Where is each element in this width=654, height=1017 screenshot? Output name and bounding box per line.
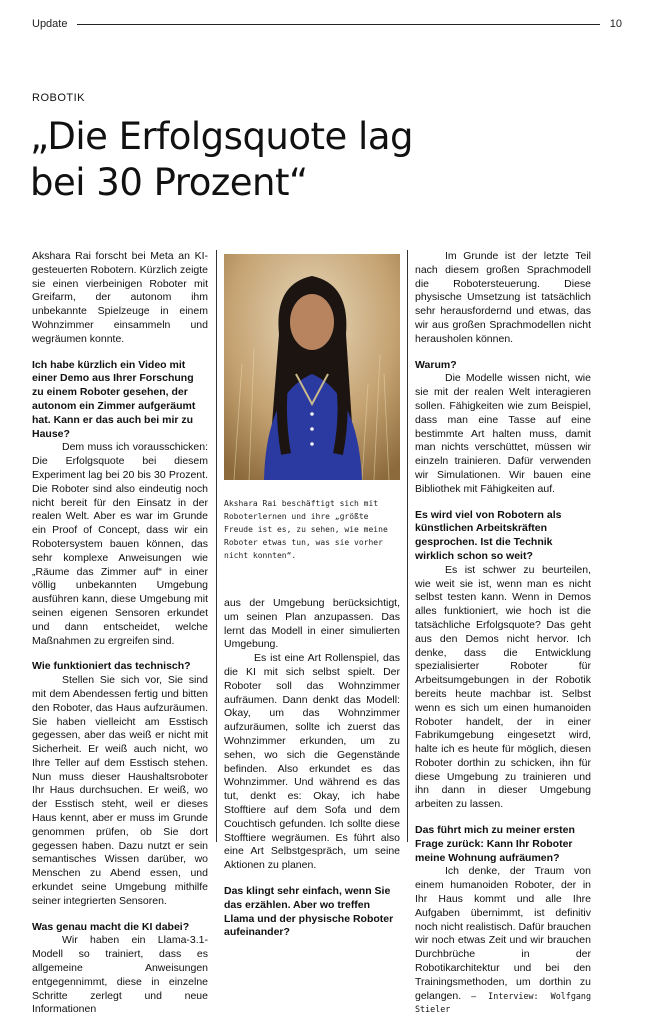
question-2: Wie funktioniert das technisch? [32,660,191,673]
photo-caption: Akshara Rai beschäftigt sich mit Roboterlernen und ihre „größte Freude ist es, zu sehen, wie meine Roboter etwas tun, was sie vorher nicht konnten“. [224,499,388,560]
intro-paragraph: Akshara Rai forscht bei Meta an KI-gesteuerten Robotern. Kürzlich zeigte sie einen vierbeinigen Roboter mit Greifarm, der autonom ihm unbekannte Spielzeuge in einem Wohnzimmer einsammeln und wegräumen konnte. [32,250,208,345]
column-divider [407,250,408,842]
question-3: Was genau macht die KI dabei? [32,920,190,933]
section-label: ROBOTIK [32,92,86,104]
answer-2: Stellen Sie sich vor, Sie sind mit dem Abendessen fertig und bitten den Roboter, das Haus aufzuräumen. Sie haben vielleicht am Esstisch gegessen, aber das weiß er nicht mit Sicherheit. Er weiß auch nicht, wo Ihre Teller auf dem Esstisch stehen. Nun muss dieser Haushaltsroboter Ihr Haus durchsuchen. Er weiß, wo der Esstisch steht, weil er dieses Haus kennt, aber er muss im Grunde genommen prüfen, ob Sie dort gegessen haben. Dazu nutzt er sein semantisches Wissen darüber, wo Menschen zu Abend essen, und erkundet seine Umgebung mithilfe seiner integrierten Sensoren. [32,674,208,907]
portrait-photo [224,254,400,480]
column-2 [224,597,400,940]
question-6: Es wird viel von Robotern als künstlichen Arbeitskräften gesprochen. Ist die Technik wirklich schon so weit? [415,508,562,562]
column-divider [216,250,217,842]
column-1 [32,250,208,1017]
headline-line-2: bei 30 Prozent“ [30,161,308,204]
question-4: Das klingt sehr einfach, wenn Sie das erzählen. Aber wo treffen Llama und der physische Roboter aufeinander? [224,884,394,939]
answer-6: Es ist schwer zu beurteilen, wie weit sie ist, wenn man es nicht selbst testen kann. Wenn in Demos alles funktioniert, wie hoch ist die tatsächliche Erfolgsquote? Das geht aus den Demos nicht hervor. Ich denke, dass die Entwicklung spezialisierter Roboter für Arbeitsumgebungen in der Robotik bereits heute machbar ist. Selbst wenn es sich um einen humanoiden Roboter handelt, der in einer Fabrikumgebung eingesetzt wird, halte ich es heute für möglich, diesen Roboter dorthin zu schicken, ihn für diese Umgebung zu trainieren und ihn dann in dieser Umgebung arbeiten zu lassen. [415,563,591,811]
question-5: Warum? [415,358,457,371]
answer-3-paragraph-2: Es ist eine Art Rollenspiel, das die KI mit sich selbst spielt. Der Roboter soll das Wohnzimmer aufräumen. Dann denkt das Modell: Okay, um das Wohnzimmer aufzuräumen, sollte ich zuerst das Wohnzimmer erkunden, um zu sehen, wo sich die Gegenstände befinden. Also erkundet es das Wohnzimmer. Und während es das tut, denkt es: Okay, ich habe Stofftiere auf dem Sofa und dem Couchtisch gefunden. Ich sollte diese Stofftiere wegräumen. Es führt also eine Art Selbstgespräch, um seine Aktionen zu planen. [224,652,400,872]
portrait-illustration [224,254,400,480]
answer-4: Im Grunde ist der letzte Teil nach diesem großen Sprachmodell die Robotersteuerung. Diese physische Umsetzung ist tatsächlich sehr herausfordernd und etwas, das wir aus großen Sprachmodellen nicht herausholen können. [415,250,591,345]
header-rule [77,24,599,25]
headline-line-1: „Die Erfolgsquote lag [30,115,413,158]
answer-7-text: Ich denke, der Traum von einem humanoiden Roboter, der in Ihr Haus kommt und alle Ihre Aufgaben übernimmt, ist definitiv noch nicht realistisch. Dafür brauchen wir noch etwas Zeit und wir brauchen Durchbrüche in der Robotikarchitektur und bei den Trainingsmethoden, um dorthin zu gelangen. [415,865,591,1002]
header-label: Update [32,18,68,30]
column-3 [415,250,591,1017]
headline [30,114,630,206]
page-header [32,14,622,34]
answer-3: Wir haben ein Llama-3.1-Modell so trainiert, dass es allgemeine Anweisungen entgegennimmt, diese in einzelne Schritte zerlegt und neue Informationen [32,934,208,1016]
question-7: Das führt mich zu meiner ersten Frage zurück: Kann Ihr Roboter meine Wohnung aufräumen? [415,824,575,864]
answer-5: Die Modelle wissen nicht, wie sie mit der realen Welt interagieren sollen. Fähigkeiten wie zum Beispiel, dass man eine Tasse auf eine bestimmte Art halten muss, damit man nichts verschüttet, müssen wir einzeln trainieren. Dafür verwenden wir Simulationen. Wir bauen eine Bibliothek mit Fähigkeiten auf. [415,372,591,495]
page-number: 10 [609,18,622,30]
question-1: Ich habe kürzlich ein Video mit einer Demo aus Ihrer Forschung zu einem Roboter gesehen, der autonom ein Zimmer aufgeräumt hat. Kann er das auch bei mir zu Hause? [32,358,196,440]
answer-7 [415,865,591,1017]
byline: – Interview: Wolfgang Stieler [415,990,591,1015]
answer-3-continued: aus der Umgebung berücksichtigt, um seinen Plan anzupassen. Das lernt das Modell in einer simulierten Umgebung. [224,597,400,651]
answer-1: Dem muss ich vorausschicken: Die Erfolgsquote bei diesem Experiment lag bei 20 bis 30 Prozent. Die Roboter sind also eindeutig noch nicht bereit für den Einsatz in der realen Welt. Aber es war im Grunde ein Proof of Concept, dass wir ein Robotersystem bauen können, das sehr komplexe Anweisungen wie „Räume das Zimmer auf“ in einer völlig unbekannten Umgebung ausführen kann, diese Umgebung mit seinen eigenen Sensoren erkundet und dann entscheidet, welche Maßnahmen zu ergreifen sind. [32,441,208,647]
